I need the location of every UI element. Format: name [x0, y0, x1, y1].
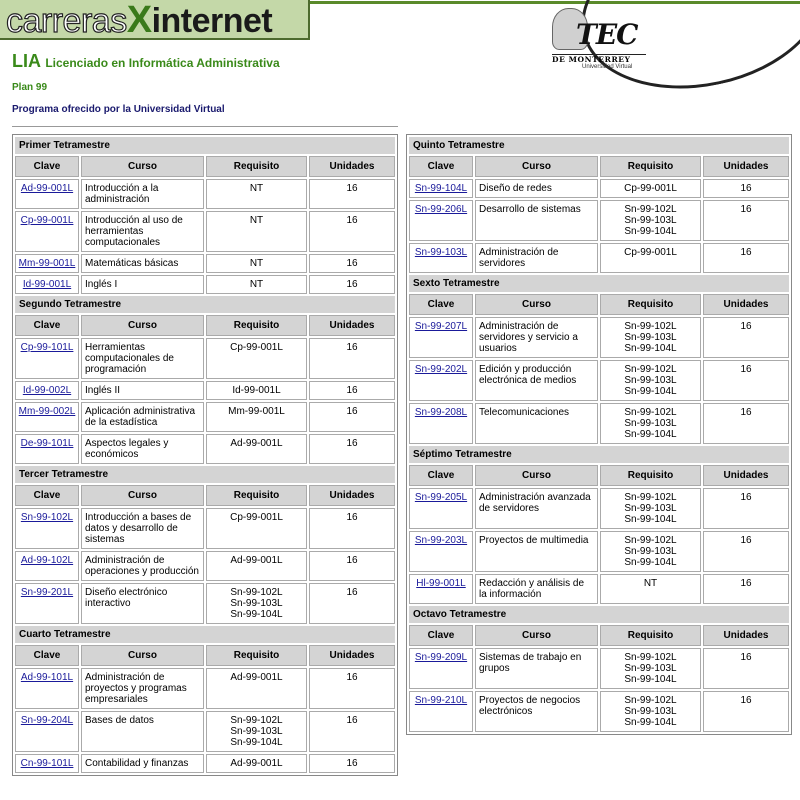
course-code-cell [15, 338, 79, 379]
course-units: 16 [309, 583, 395, 624]
course-units: 16 [309, 434, 395, 464]
course-units: 16 [309, 711, 395, 752]
brand-word-internet: internet [151, 2, 273, 40]
course-row [15, 434, 395, 464]
course-requirements [600, 200, 701, 241]
requirement-code: Sn-99-102L [230, 587, 283, 598]
course-requirements [600, 488, 701, 529]
column-header-clave: Clave [409, 294, 473, 315]
course-code-link[interactable]: Ad-99-101L [20, 672, 74, 683]
requirement-code: Ad-99-001L [230, 672, 283, 683]
course-code-cell [409, 179, 473, 198]
requirement-code: Sn-99-104L [624, 429, 677, 440]
course-row [15, 275, 395, 294]
brand-x-mark: X [126, 0, 152, 40]
course-name: Redacción y análisis de la información [475, 574, 598, 604]
course-requirements [600, 317, 701, 358]
course-row [15, 179, 395, 209]
course-row [409, 403, 789, 444]
column-header-curso: Curso [81, 485, 204, 506]
course-code-link[interactable]: Sn-99-202L [414, 364, 468, 375]
requirement-code: Sn-99-102L [624, 535, 677, 546]
course-name: Desarrollo de sistemas [475, 200, 598, 241]
column-header-unidades: Unidades [309, 315, 395, 336]
course-name: Contabilidad y finanzas [81, 754, 204, 773]
course-name: Aspectos legales y económicos [81, 434, 204, 464]
requirement-code: Mm-99-001L [228, 406, 285, 417]
course-name: Administración de proyectos y programas empresariales [81, 668, 204, 709]
course-code-cell [409, 531, 473, 572]
course-requirements [206, 711, 307, 752]
course-code-cell [409, 243, 473, 273]
course-row [409, 243, 789, 273]
column-header-requisito: Requisito [206, 156, 307, 177]
course-units: 16 [703, 488, 789, 529]
requirement-code: Cp-99-001L [624, 183, 677, 194]
section-header-row [409, 606, 789, 623]
column-header-unidades: Unidades [309, 645, 395, 666]
course-code-link[interactable]: Sn-99-102L [20, 512, 74, 523]
course-requirements [206, 381, 307, 400]
column-header-clave: Clave [15, 645, 79, 666]
course-row [15, 711, 395, 752]
requirement-code: Sn-99-103L [624, 375, 677, 386]
requirement-code: Sn-99-104L [624, 226, 677, 237]
section-title: Cuarto Tetramestre [15, 626, 395, 643]
requirement-code: Cp-99-001L [230, 512, 283, 523]
section-title: Tercer Tetramestre [15, 466, 395, 483]
tec-monterrey-logo[interactable] [548, 6, 648, 76]
course-code-link[interactable]: Id-99-002L [22, 385, 72, 396]
column-header-row [15, 156, 395, 177]
course-row [15, 381, 395, 400]
column-header-curso: Curso [475, 625, 598, 646]
requirement-code: Sn-99-104L [624, 343, 677, 354]
course-requirements [206, 668, 307, 709]
course-name: Telecomunicaciones [475, 403, 598, 444]
course-requirements [206, 179, 307, 209]
course-name: Introducción a la administración [81, 179, 204, 209]
course-name: Diseño de redes [475, 179, 598, 198]
requirement-code: Ad-99-001L [230, 758, 283, 769]
course-code-link[interactable]: Id-99-001L [22, 279, 72, 290]
course-row [409, 200, 789, 241]
column-header-row [15, 645, 395, 666]
course-units: 16 [703, 179, 789, 198]
requirement-code: Sn-99-104L [624, 557, 677, 568]
section-title: Segundo Tetramestre [15, 296, 395, 313]
course-units: 16 [309, 275, 395, 294]
requirement-code: Sn-99-104L [624, 386, 677, 397]
section-title: Quinto Tetramestre [409, 137, 789, 154]
column-header-clave: Clave [15, 156, 79, 177]
requirement-code: Sn-99-102L [624, 652, 677, 663]
column-header-requisito: Requisito [206, 485, 307, 506]
course-units: 16 [703, 648, 789, 689]
course-units: 16 [309, 211, 395, 252]
section-header-row [15, 137, 395, 154]
requirement-code: Sn-99-102L [624, 492, 677, 503]
column-header-clave: Clave [15, 485, 79, 506]
course-requirements [206, 434, 307, 464]
requirement-code: Sn-99-102L [624, 321, 677, 332]
requirement-code: Sn-99-103L [624, 503, 677, 514]
requirement-code: Sn-99-104L [230, 737, 283, 748]
plan-label: Plan 99 [12, 82, 48, 93]
course-row [15, 754, 395, 773]
course-code-cell [409, 488, 473, 529]
course-requirements [600, 403, 701, 444]
course-requirements [600, 574, 701, 604]
course-row [15, 211, 395, 252]
course-name: Inglés II [81, 381, 204, 400]
course-name: Diseño electrónico interactivo [81, 583, 204, 624]
course-requirements [206, 508, 307, 549]
course-name: Administración avanzada de servidores [475, 488, 598, 529]
course-code-link[interactable]: Ad-99-001L [20, 183, 74, 194]
course-code-cell [15, 275, 79, 294]
requirement-code: Sn-99-104L [624, 674, 677, 685]
course-units: 16 [703, 317, 789, 358]
course-name: Introducción al uso de herramientas computacionales [81, 211, 204, 252]
course-units: 16 [703, 531, 789, 572]
column-header-row [409, 294, 789, 315]
course-units: 16 [703, 243, 789, 273]
course-code-link[interactable]: Cp-99-001L [20, 215, 74, 226]
course-units: 16 [703, 691, 789, 732]
course-units: 16 [309, 668, 395, 709]
course-units: 16 [309, 508, 395, 549]
course-name: Introducción a bases de datos y desarrollo de sistemas [81, 508, 204, 549]
column-header-clave: Clave [409, 156, 473, 177]
course-units: 16 [309, 179, 395, 209]
course-name: Proyectos de multimedia [475, 531, 598, 572]
course-code-link[interactable]: Sn-99-104L [414, 183, 468, 194]
curriculum-table-left [12, 134, 398, 776]
course-code-cell [409, 574, 473, 604]
requirement-code: Sn-99-102L [624, 407, 677, 418]
column-header-unidades: Unidades [309, 156, 395, 177]
course-code-link[interactable]: Cp-99-101L [20, 342, 74, 353]
course-row [15, 551, 395, 581]
section-header-row [15, 296, 395, 313]
course-code-link[interactable]: Sn-99-206L [414, 204, 468, 215]
requirement-code: NT [249, 215, 264, 226]
requirement-code: Sn-99-102L [624, 364, 677, 375]
course-code-cell [15, 254, 79, 273]
course-row [15, 254, 395, 273]
course-code-cell [409, 648, 473, 689]
column-header-requisito: Requisito [600, 625, 701, 646]
course-requirements [600, 648, 701, 689]
course-name: Proyectos de negocios electrónicos [475, 691, 598, 732]
section-header-row [409, 137, 789, 154]
course-row [409, 531, 789, 572]
course-requirements [600, 531, 701, 572]
carreras-internet-banner[interactable] [0, 0, 310, 40]
course-requirements [600, 243, 701, 273]
requirement-code: Cp-99-001L [230, 342, 283, 353]
section-title: Octavo Tetramestre [409, 606, 789, 623]
course-units: 16 [703, 574, 789, 604]
course-code-link[interactable]: Sn-99-201L [20, 587, 74, 598]
course-requirements [600, 691, 701, 732]
course-code-cell [15, 551, 79, 581]
divider [12, 126, 398, 127]
requirement-code: NT [249, 183, 264, 194]
section-header-row [409, 275, 789, 292]
column-header-row [409, 465, 789, 486]
course-requirements [206, 254, 307, 273]
tec-wordmark: TEC [576, 18, 638, 51]
course-code-cell [15, 402, 79, 432]
requirement-code: Ad-99-001L [230, 555, 283, 566]
course-requirements [600, 179, 701, 198]
course-units: 16 [309, 402, 395, 432]
section-title: Primer Tetramestre [15, 137, 395, 154]
section-header-row [15, 626, 395, 643]
course-code-cell [409, 360, 473, 401]
course-code-link[interactable]: Sn-99-209L [414, 652, 468, 663]
column-header-clave: Clave [15, 315, 79, 336]
course-name: Herramientas computacionales de programación [81, 338, 204, 379]
course-name: Bases de datos [81, 711, 204, 752]
column-header-row [409, 156, 789, 177]
course-name: Administración de servidores y servicio a usuarios [475, 317, 598, 358]
course-units: 16 [309, 381, 395, 400]
course-code-link[interactable]: Sn-99-103L [414, 247, 468, 258]
course-name: Administración de operaciones y producción [81, 551, 204, 581]
column-header-unidades: Unidades [703, 294, 789, 315]
course-code-link[interactable]: Sn-99-205L [414, 492, 468, 503]
course-requirements [206, 275, 307, 294]
right-column [406, 134, 792, 735]
column-header-row [15, 315, 395, 336]
brand-word-carreras: carreras [6, 2, 127, 40]
course-name: Aplicación administrativa de la estadística [81, 402, 204, 432]
column-header-requisito: Requisito [600, 294, 701, 315]
column-header-unidades: Unidades [703, 465, 789, 486]
requirement-code: Sn-99-103L [624, 215, 677, 226]
course-code-cell [15, 668, 79, 709]
requirement-code: Cp-99-001L [624, 247, 677, 258]
course-row [15, 583, 395, 624]
course-row [15, 668, 395, 709]
column-header-curso: Curso [81, 645, 204, 666]
column-header-requisito: Requisito [206, 315, 307, 336]
tec-subtitle: DE MONTERREY [552, 54, 646, 64]
page-title [12, 51, 280, 72]
requirement-code: Sn-99-103L [624, 663, 677, 674]
course-code-link[interactable]: Sn-99-204L [20, 715, 74, 726]
course-code-cell [15, 583, 79, 624]
requirement-code: Sn-99-103L [230, 726, 283, 737]
course-units: 16 [703, 200, 789, 241]
course-code-link[interactable]: Ad-99-102L [20, 555, 74, 566]
course-name: Administración de servidores [475, 243, 598, 273]
section-title: Séptimo Tetramestre [409, 446, 789, 463]
column-header-unidades: Unidades [703, 156, 789, 177]
course-requirements [206, 583, 307, 624]
requirement-code: Sn-99-102L [624, 695, 677, 706]
requirement-code: Sn-99-102L [624, 204, 677, 215]
column-header-requisito: Requisito [600, 465, 701, 486]
course-code-link[interactable]: Cn-99-101L [20, 758, 74, 769]
course-code-cell [15, 381, 79, 400]
course-row [15, 508, 395, 549]
course-code-cell [15, 434, 79, 464]
course-units: 16 [309, 338, 395, 379]
requirement-code: Id-99-001L [232, 385, 281, 396]
column-header-clave: Clave [409, 465, 473, 486]
course-name: Sistemas de trabajo en grupos [475, 648, 598, 689]
column-header-clave: Clave [409, 625, 473, 646]
requirement-code: Sn-99-104L [624, 514, 677, 525]
course-code-link[interactable]: Sn-99-210L [414, 695, 468, 706]
course-row [409, 179, 789, 198]
course-code-link[interactable]: Mm-99-002L [18, 406, 76, 417]
course-code-link[interactable]: Sn-99-207L [414, 321, 468, 332]
column-header-curso: Curso [81, 156, 204, 177]
course-code-link[interactable]: Mm-99-001L [18, 258, 76, 269]
course-code-cell [15, 711, 79, 752]
course-requirements [206, 402, 307, 432]
course-requirements [206, 551, 307, 581]
column-header-unidades: Unidades [309, 485, 395, 506]
course-units: 16 [703, 360, 789, 401]
course-name: Edición y producción electrónica de medios [475, 360, 598, 401]
course-code-link[interactable]: Hl-99-001L [416, 578, 466, 589]
curriculum-table-right [406, 134, 792, 735]
course-code-cell [15, 754, 79, 773]
course-code-cell [15, 211, 79, 252]
course-row [409, 648, 789, 689]
course-units: 16 [309, 754, 395, 773]
course-code-cell [409, 691, 473, 732]
course-code-cell [15, 179, 79, 209]
column-header-requisito: Requisito [600, 156, 701, 177]
course-units: 16 [309, 254, 395, 273]
requirement-code: Sn-99-102L [230, 715, 283, 726]
course-name: Matemáticas básicas [81, 254, 204, 273]
course-row [409, 691, 789, 732]
course-code-cell [409, 317, 473, 358]
course-row [409, 574, 789, 604]
course-row [15, 402, 395, 432]
requirement-code: Sn-99-103L [624, 706, 677, 717]
requirement-code: Ad-99-001L [230, 438, 283, 449]
requirement-code: Sn-99-103L [624, 332, 677, 343]
course-units: 16 [703, 403, 789, 444]
course-code-cell [15, 508, 79, 549]
course-name: Inglés I [81, 275, 204, 294]
requirement-code: Sn-99-103L [624, 546, 677, 557]
course-code-link[interactable]: De-99-101L [20, 438, 74, 449]
tec-tagline: Universidad Virtual [582, 64, 633, 70]
course-code-cell [409, 200, 473, 241]
column-header-unidades: Unidades [703, 625, 789, 646]
course-requirements [206, 338, 307, 379]
course-row [409, 317, 789, 358]
column-header-curso: Curso [81, 315, 204, 336]
requirement-code: Sn-99-103L [230, 598, 283, 609]
course-row [409, 488, 789, 529]
requirement-code: NT [249, 279, 264, 290]
course-row [409, 360, 789, 401]
requirement-code: NT [643, 578, 658, 589]
course-code-link[interactable]: Sn-99-208L [414, 407, 468, 418]
section-header-row [409, 446, 789, 463]
requirement-code: Sn-99-103L [624, 418, 677, 429]
column-header-row [15, 485, 395, 506]
left-column [12, 134, 398, 776]
offered-by-label: Programa ofrecido por la Universidad Virtual [12, 104, 225, 115]
program-abbr: LIA [12, 51, 41, 71]
requirement-code: Sn-99-104L [230, 609, 283, 620]
section-title: Sexto Tetramestre [409, 275, 789, 292]
course-units: 16 [309, 551, 395, 581]
course-code-link[interactable]: Sn-99-203L [414, 535, 468, 546]
section-header-row [15, 466, 395, 483]
course-requirements [206, 211, 307, 252]
column-header-requisito: Requisito [206, 645, 307, 666]
course-row [15, 338, 395, 379]
brand-logo [6, 0, 272, 40]
column-header-row [409, 625, 789, 646]
course-requirements [206, 754, 307, 773]
column-header-curso: Curso [475, 156, 598, 177]
course-code-cell [409, 403, 473, 444]
course-requirements [600, 360, 701, 401]
column-header-curso: Curso [475, 294, 598, 315]
requirement-code: Sn-99-104L [624, 717, 677, 728]
column-header-curso: Curso [475, 465, 598, 486]
program-name: Licenciado en Informática Administrativa [45, 56, 280, 70]
requirement-code: NT [249, 258, 264, 269]
